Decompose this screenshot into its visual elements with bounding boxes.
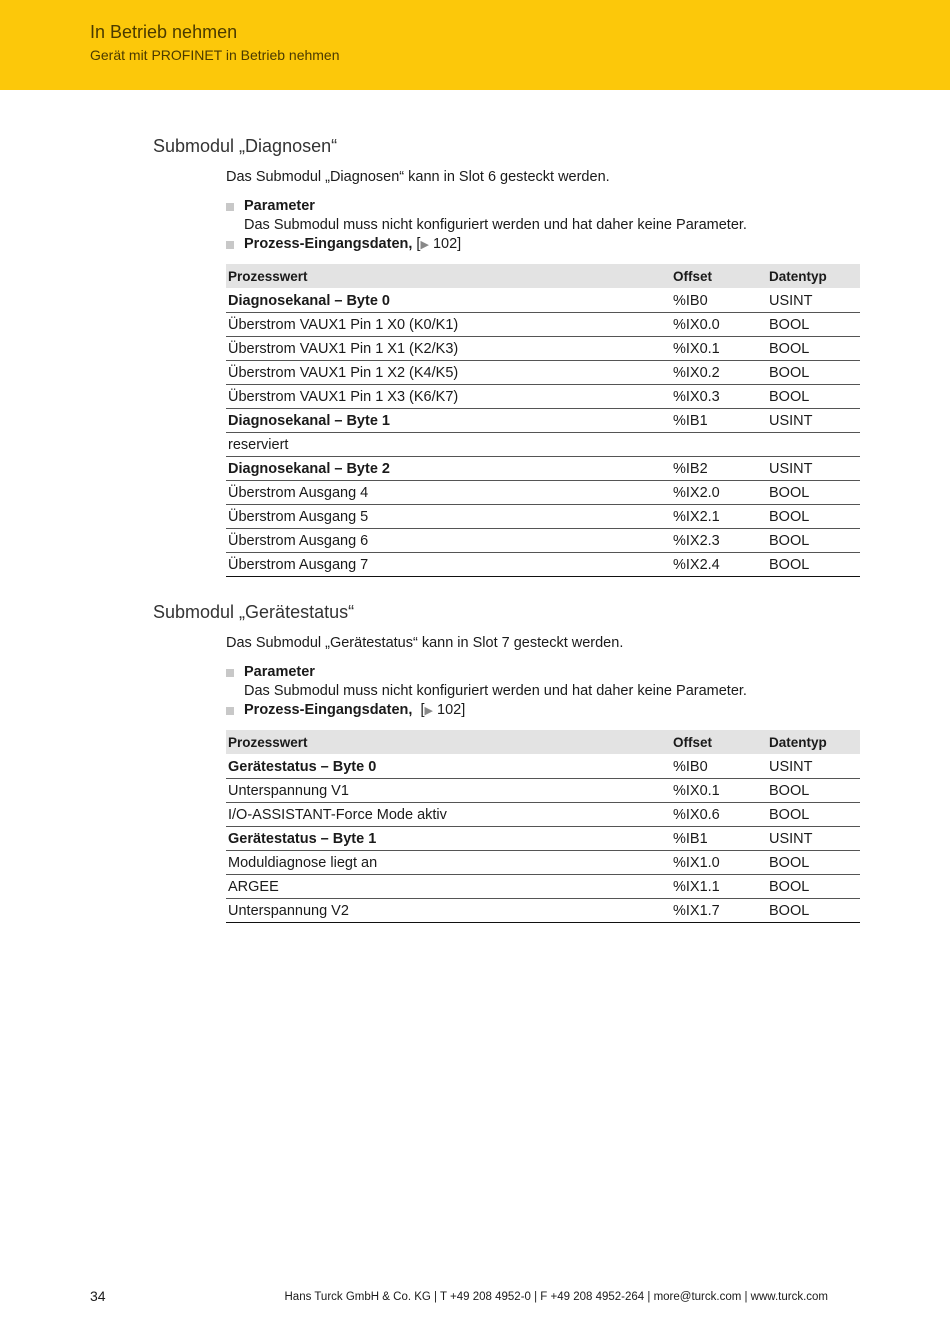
cell-datentyp: BOOL (767, 553, 860, 577)
cell-offset: %IX2.3 (671, 529, 767, 553)
page-ref-link[interactable]: 102] (432, 236, 462, 252)
table-row (226, 875, 860, 899)
section-title-diagnosen: Submodul „Diagnosen“ (153, 136, 338, 156)
cell-datentyp: BOOL (767, 851, 860, 875)
cell-offset: %IX0.2 (671, 361, 767, 385)
cell-offset: %IB0 (671, 755, 767, 779)
cell-datentyp: BOOL (767, 385, 860, 409)
cell-prozesswert: Überstrom Ausgang 4 (226, 481, 671, 505)
cell-prozesswert: Gerätestatus – Byte 1 (226, 827, 671, 851)
table-row (226, 851, 860, 875)
cell-prozesswert: Diagnosekanal – Byte 0 (226, 289, 671, 313)
table-row (226, 433, 860, 457)
table-header-row (226, 264, 860, 289)
bullet-label: Parameter (244, 664, 315, 680)
cell-datentyp: USINT (767, 289, 860, 313)
table-row (226, 385, 860, 409)
footer-company-info: Hans Turck GmbH & Co. KG | T +49 208 4952-0 | F +49 208 4952-264 | more@turck.com | www.turck.com (284, 1291, 828, 1303)
table-row (226, 409, 860, 433)
cell-prozesswert: Überstrom VAUX1 Pin 1 X1 (K2/K3) (226, 337, 671, 361)
cell-datentyp: BOOL (767, 337, 860, 361)
cell-offset: %IX2.0 (671, 481, 767, 505)
table-row (226, 529, 860, 553)
cell-datentyp: BOOL (767, 313, 860, 337)
cell-offset: %IX1.1 (671, 875, 767, 899)
table-row (226, 505, 860, 529)
column-header: Prozesswert (226, 264, 671, 289)
bullet-square-icon (226, 241, 234, 249)
table-row (226, 803, 860, 827)
cell-offset: %IB2 (671, 457, 767, 481)
cell-datentyp: BOOL (767, 875, 860, 899)
cell-datentyp: BOOL (767, 899, 860, 923)
cell-datentyp: BOOL (767, 779, 860, 803)
page-ref-arrow-icon: ▶ (424, 705, 433, 717)
table-row (226, 361, 860, 385)
section-intro-diagnosen: Das Submodul „Diagnosen“ kann in Slot 6 gesteckt werden. (226, 169, 610, 185)
page-ref-open: [ (412, 236, 421, 252)
header-subtitle: Gerät mit PROFINET in Betrieb nehmen (90, 47, 340, 63)
cell-prozesswert: Überstrom Ausgang 6 (226, 529, 671, 553)
cell-prozesswert: Unterspannung V1 (226, 779, 671, 803)
cell-datentyp: USINT (767, 457, 860, 481)
cell-offset: %IX2.4 (671, 553, 767, 577)
table-row (226, 457, 860, 481)
bullet-description: Das Submodul muss nicht konfiguriert werden und hat daher keine Parameter. (244, 683, 747, 699)
table-row (226, 553, 860, 577)
table-row (226, 289, 860, 313)
table-row (226, 337, 860, 361)
section-intro-geraetestatus: Das Submodul „Gerätestatus“ kann in Slot 7 gesteckt werden. (226, 635, 624, 651)
cell-prozesswert: reserviert (226, 433, 671, 457)
table-row (226, 313, 860, 337)
table-header-row (226, 730, 860, 755)
cell-datentyp: BOOL (767, 529, 860, 553)
section-title-geraetestatus: Submodul „Gerätestatus“ (153, 602, 355, 622)
page-ref-open: [ (412, 702, 425, 718)
cell-prozesswert: Überstrom VAUX1 Pin 1 X3 (K6/K7) (226, 385, 671, 409)
cell-datentyp: USINT (767, 755, 860, 779)
bullet-label: Prozess-Eingangsdaten, (244, 236, 413, 252)
cell-datentyp: BOOL (767, 361, 860, 385)
cell-offset: %IB1 (671, 409, 767, 433)
table-row (226, 779, 860, 803)
table-row (226, 827, 860, 851)
table-row (226, 481, 860, 505)
cell-offset: %IX1.7 (671, 899, 767, 923)
cell-offset: %IX0.6 (671, 803, 767, 827)
cell-datentyp: BOOL (767, 803, 860, 827)
cell-prozesswert: Überstrom Ausgang 5 (226, 505, 671, 529)
cell-offset: %IX2.1 (671, 505, 767, 529)
table-diagnosen (226, 264, 860, 577)
bullet-description: Das Submodul muss nicht konfiguriert werden und hat daher keine Parameter. (244, 217, 747, 233)
bullet-square-icon (226, 203, 234, 211)
cell-prozesswert: Überstrom Ausgang 7 (226, 553, 671, 577)
cell-prozesswert: Überstrom VAUX1 Pin 1 X2 (K4/K5) (226, 361, 671, 385)
cell-offset: %IX0.3 (671, 385, 767, 409)
table-row (226, 899, 860, 923)
cell-prozesswert: ARGEE (226, 875, 671, 899)
bullet-square-icon (226, 707, 234, 715)
column-header: Datentyp (767, 264, 860, 289)
page-ref-link[interactable]: 102] (437, 702, 466, 718)
cell-datentyp (767, 433, 860, 457)
cell-offset: %IX1.0 (671, 851, 767, 875)
page-header (0, 0, 950, 90)
cell-datentyp: USINT (767, 409, 860, 433)
cell-datentyp: USINT (767, 827, 860, 851)
cell-prozesswert: Moduldiagnose liegt an (226, 851, 671, 875)
cell-datentyp: BOOL (767, 481, 860, 505)
cell-prozesswert: Diagnosekanal – Byte 2 (226, 457, 671, 481)
cell-offset: %IX0.0 (671, 313, 767, 337)
cell-offset: %IB1 (671, 827, 767, 851)
page-number: 34 (90, 1288, 106, 1304)
cell-offset: %IX0.1 (671, 337, 767, 361)
bullet-label: Parameter (244, 198, 315, 214)
cell-prozesswert: Gerätestatus – Byte 0 (226, 755, 671, 779)
page-ref-arrow-icon: ▶ (420, 239, 429, 251)
cell-datentyp: BOOL (767, 505, 860, 529)
cell-prozesswert: Überstrom VAUX1 Pin 1 X0 (K0/K1) (226, 313, 671, 337)
table-row (226, 755, 860, 779)
column-header: Datentyp (767, 730, 860, 755)
bullet-label: Prozess-Eingangsdaten, (244, 702, 413, 718)
column-header: Offset (671, 730, 767, 755)
cell-offset: %IX0.1 (671, 779, 767, 803)
cell-offset (671, 433, 767, 457)
cell-prozesswert: Unterspannung V2 (226, 899, 671, 923)
cell-offset: %IB0 (671, 289, 767, 313)
bullet-square-icon (226, 669, 234, 677)
header-title: In Betrieb nehmen (90, 22, 238, 42)
column-header: Offset (671, 264, 767, 289)
cell-prozesswert: I/O-ASSISTANT-Force Mode aktiv (226, 803, 671, 827)
cell-prozesswert: Diagnosekanal – Byte 1 (226, 409, 671, 433)
column-header: Prozesswert (226, 730, 671, 755)
table-geraetestatus (226, 730, 860, 923)
